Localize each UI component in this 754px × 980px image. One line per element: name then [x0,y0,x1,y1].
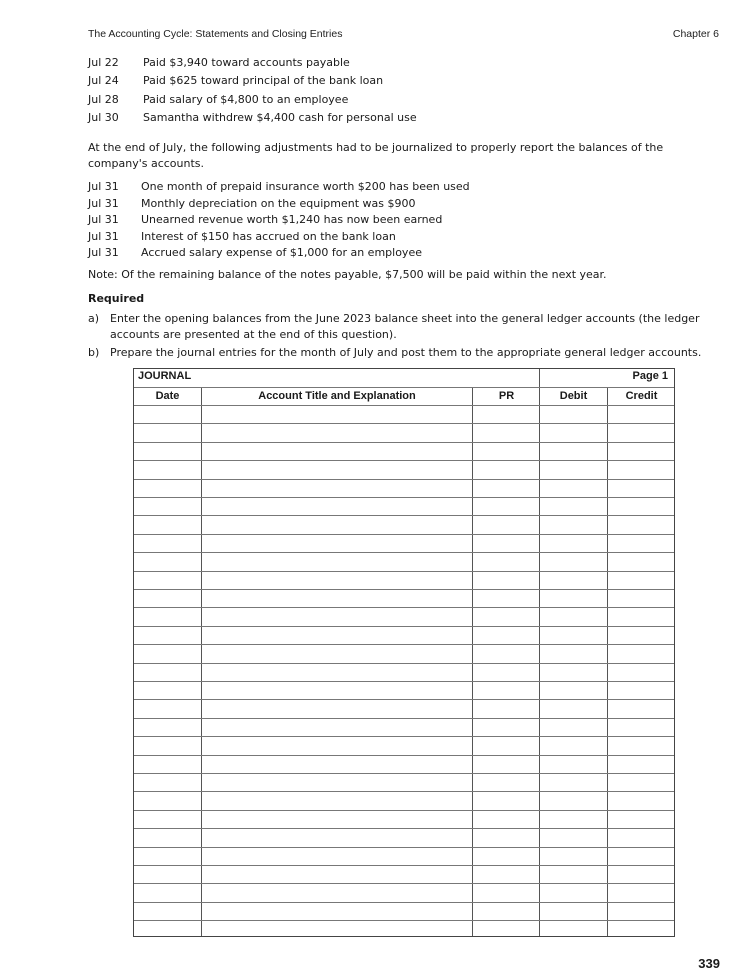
grid-row-line [134,607,674,608]
grid-row-line [134,718,674,719]
grid-row-line [134,571,674,572]
item-marker: a) [88,312,100,325]
adjustment-text: One month of prepaid insurance worth $200 has been used [141,180,470,193]
column-header-credit: Credit [625,390,658,402]
adjustment-text: Accrued salary expense of $1,000 for an employee [141,246,422,259]
grid-row-line [134,534,674,535]
adjustment-date: Jul 31 [88,197,119,210]
journal-page-label: Page 1 [632,370,668,382]
transaction-text: Samantha withdrew $4,400 cash for personal use [143,111,417,124]
item-text: Enter the opening balances from the June 2023 balance sheet into the general ledger accounts (the ledger accounts are presented at the end of this question). [110,312,700,341]
required-item-b [88,345,718,361]
transaction-row [88,55,350,71]
adjustment-text: Monthly depreciation on the equipment was $900 [141,197,416,210]
transaction-text: Paid $3,940 toward accounts payable [143,56,350,69]
transaction-date: Jul 24 [88,74,119,87]
grid-vertical-line [472,387,473,936]
required-heading: Required [88,292,145,305]
adjustment-row [88,196,415,212]
transaction-row [88,92,348,108]
column-header-debit: Debit [559,390,588,402]
grid-row-line [134,791,674,792]
grid-row-line [134,883,674,884]
grid-vertical-line [201,387,202,936]
page-number: 339 [698,956,720,971]
item-marker: b) [88,346,100,359]
grid-row-line [134,497,674,498]
grid-row-line [134,644,674,645]
journal-table [133,368,675,937]
grid-row-line [134,681,674,682]
grid-row-line [134,828,674,829]
grid-vertical-line [607,387,608,936]
grid-row-line [134,773,674,774]
transaction-date: Jul 28 [88,93,119,106]
adjustment-row [88,229,396,245]
grid-row-line [134,736,674,737]
grid-vertical-line [539,369,540,936]
grid-header-line [134,405,674,406]
grid-row-line [134,552,674,553]
grid-row-line [134,865,674,866]
transaction-date: Jul 30 [88,111,119,124]
grid-header-line [134,387,674,388]
grid-row-line [134,423,674,424]
adjustments-intro: At the end of July, the following adjustments had to be journalized to properly report the balances of the company's accounts. [88,141,664,170]
adjustment-date: Jul 31 [88,230,119,243]
adjustment-date: Jul 31 [88,180,119,193]
grid-row-line [134,479,674,480]
running-header-title: The Accounting Cycle: Statements and Closing Entries [88,28,343,40]
grid-row-line [134,902,674,903]
adjustment-row [88,179,470,195]
grid-row-line [134,442,674,443]
grid-row-line [134,460,674,461]
adjustment-row [88,212,442,228]
grid-row-line [134,515,674,516]
grid-row-line [134,699,674,700]
transaction-text: Paid salary of $4,800 to an employee [143,93,349,106]
running-header-chapter: Chapter 6 [672,28,719,40]
transaction-text: Paid $625 toward principal of the bank loan [143,74,384,87]
grid-row-line [134,626,674,627]
grid-row-line [134,920,674,921]
column-header-pr: PR [498,390,515,402]
required-item-a [88,311,718,343]
transaction-row [88,110,417,126]
adjustment-date: Jul 31 [88,213,119,226]
grid-row-line [134,755,674,756]
grid-row-line [134,663,674,664]
column-header-date: Date [155,390,180,402]
column-header-account: Account Title and Explanation [258,390,416,402]
adjustment-date: Jul 31 [88,246,119,259]
adjustment-row [88,245,422,261]
note-text: Note: Of the remaining balance of the notes payable, $7,500 will be paid within the next year. [88,268,607,281]
transaction-date: Jul 22 [88,56,119,69]
adjustment-text: Unearned revenue worth $1,240 has now been earned [141,213,443,226]
journal-title: JOURNAL [138,370,192,382]
grid-row-line [134,810,674,811]
item-text: Prepare the journal entries for the month of July and post them to the appropriate general ledger accounts. [110,346,702,359]
grid-row-line [134,847,674,848]
transaction-row [88,73,383,89]
adjustment-text: Interest of $150 has accrued on the bank loan [141,230,396,243]
grid-row-line [134,589,674,590]
